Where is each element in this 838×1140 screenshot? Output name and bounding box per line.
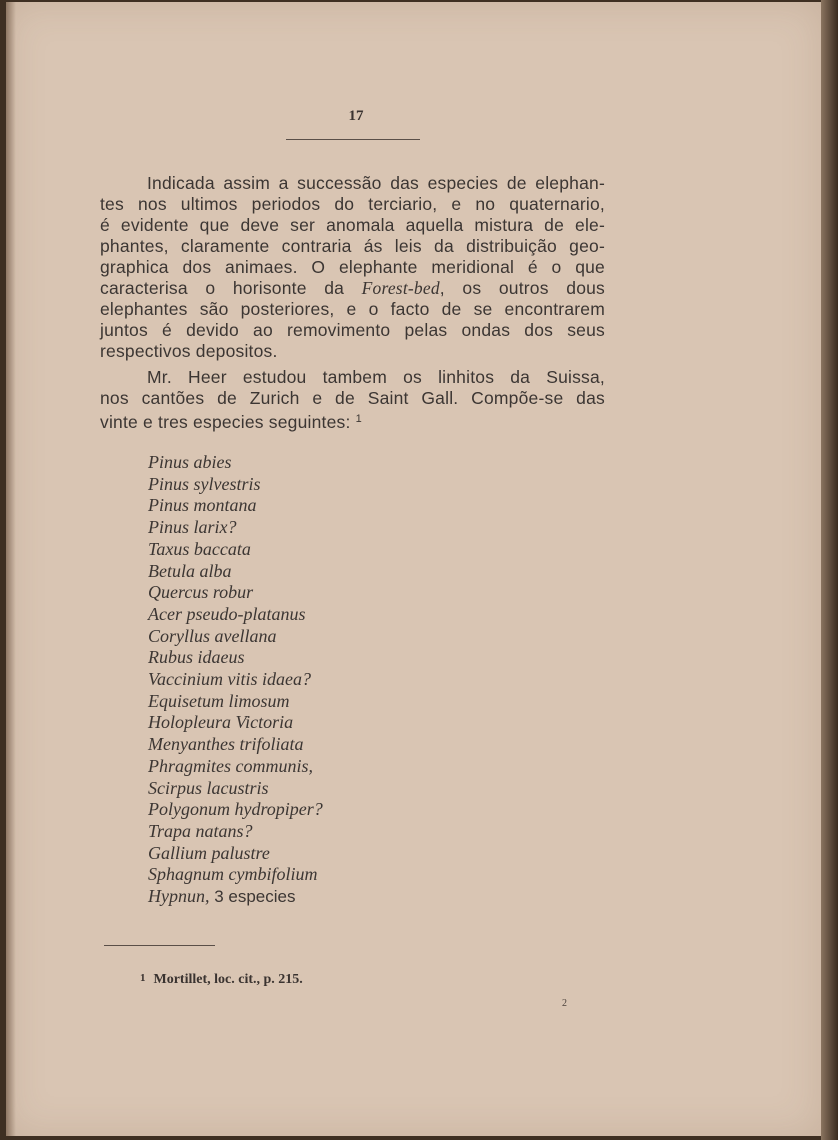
species-item: Pinus abies <box>148 452 232 472</box>
species-item: Gallium palustre <box>148 842 270 863</box>
text-line <box>100 278 605 299</box>
species-item <box>148 886 323 908</box>
species-item: Acer pseudo-platanus <box>148 603 306 624</box>
footnote-rule <box>104 945 215 946</box>
text-line: elephantes são posteriores, e o facto de se encontrarem <box>100 299 605 319</box>
text-line: Indicada assim a successão das especies de elephan- <box>147 173 605 193</box>
text-line: Mr. Heer estudou tambem os linhitos da Suissa, <box>147 367 605 387</box>
footnote-reference: 1 <box>355 413 362 425</box>
text-line: tes nos ultimos periodos do terciario, e no quaternario, <box>100 194 605 214</box>
page-number: 17 <box>348 108 364 124</box>
header-rule <box>286 139 420 140</box>
text-fragment: vinte e tres especies seguintes: <box>100 412 351 432</box>
species-item: Scirpus lacustris <box>148 777 269 798</box>
text-line <box>100 409 605 433</box>
species-item: Vaccinium vitis idaea? <box>148 669 311 690</box>
species-count: 3 especies <box>209 887 296 907</box>
text-line: nos cantões de Zurich e de Saint Gall. Compõe-se das <box>100 388 605 408</box>
footnote <box>140 972 303 988</box>
species-item: Holopleura Victoria <box>148 712 294 733</box>
species-name: Hypnun, <box>148 886 210 907</box>
species-item: Rubus idaeus <box>148 647 245 668</box>
species-item: Equisetum limosum <box>148 690 290 711</box>
species-item: Phragmites communis, <box>148 755 313 776</box>
paragraph-1 <box>100 173 605 362</box>
page-edge <box>821 0 838 1140</box>
text-line: é evidente que deve ser anomala aquella mistura de ele- <box>100 215 605 235</box>
text-fragment: , os outros dous <box>439 278 606 298</box>
signature-mark: 2 <box>562 998 567 1009</box>
species-item: Pinus larix? <box>148 517 237 538</box>
species-item: Quercus robur <box>148 582 254 603</box>
text-line: respectivos depositos. <box>100 341 278 361</box>
text-line: graphica dos animaes. O elephante meridional é o que <box>100 257 605 277</box>
species-item: Taxus baccata <box>148 538 251 559</box>
species-item: Polygonum hydropiper? <box>148 799 323 820</box>
text-fragment: caracterisa o horisonte da <box>100 278 362 298</box>
gutter-shadow <box>6 2 16 1136</box>
species-item: Coryllus avellana <box>148 625 277 646</box>
italic-term: Forest-bed <box>361 278 440 298</box>
species-item: Menyanthes trifoliata <box>148 734 304 755</box>
species-item: Sphagnum cymbifolium <box>148 864 318 885</box>
species-item: Pinus montana <box>148 495 257 516</box>
species-item: Trapa natans? <box>148 820 253 841</box>
text-line: juntos é devido ao removimento pelas ondas dos seus <box>100 320 605 340</box>
species-item: Pinus sylvestris <box>148 473 261 494</box>
footnote-text: Mortillet, loc. cit., p. 215. <box>153 972 303 987</box>
text-line: phantes, claramente contraria ás leis da distribuição geo- <box>100 236 605 256</box>
species-list <box>148 452 323 908</box>
paragraph-2 <box>100 367 605 433</box>
footnote-mark: 1 <box>140 972 146 984</box>
species-item: Betula alba <box>148 560 232 581</box>
